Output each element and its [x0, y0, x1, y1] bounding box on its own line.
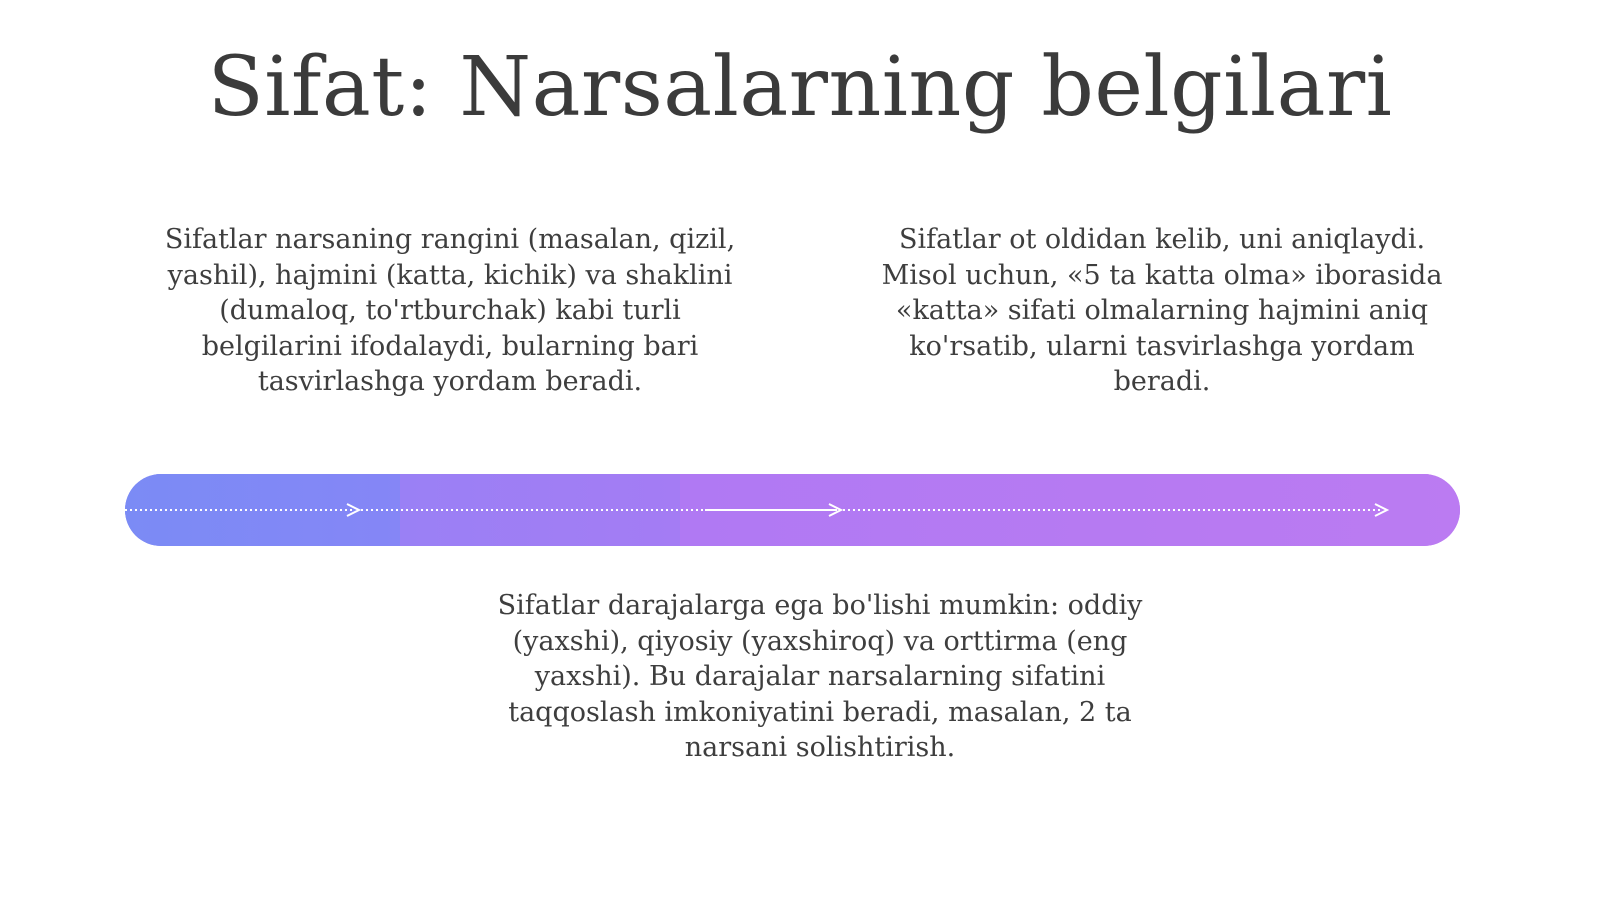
arrow-right-icon	[347, 504, 359, 516]
paragraph-right: Sifatlar ot oldidan kelib, uni aniqlaydi. Misol uchun, «5 ta katta olma» iborasida «katta» sifati olmalarning hajmini aniq ko'rsatib, ularni tasvirlashga yordam beradi.	[881, 224, 1443, 397]
paragraph-bottom: Sifatlar darajalarga ega bo'lishi mumkin: oddiy (yaxshi), qiyosiy (yaxshiroq) va orttirma (eng yaxshi). Bu darajalar narsalarning sifatini taqqoslash imkoniyatini beradi, masalan, 2 ta narsani solishtirish.	[497, 590, 1143, 763]
slide-title: Sifat: Narsalarning belgilari	[207, 40, 1393, 135]
timeline-arrows	[125, 474, 1460, 546]
timeline-bar	[125, 474, 1460, 546]
paragraph-left: Sifatlar narsaning rangini (masalan, qizil, yashil), hajmini (katta, kichik) va shaklini (dumaloq, to'rtburchak) kabi turli belgilarini ifodalaydi, bularning bari tasvirlashga yordam beradi.	[164, 224, 736, 397]
